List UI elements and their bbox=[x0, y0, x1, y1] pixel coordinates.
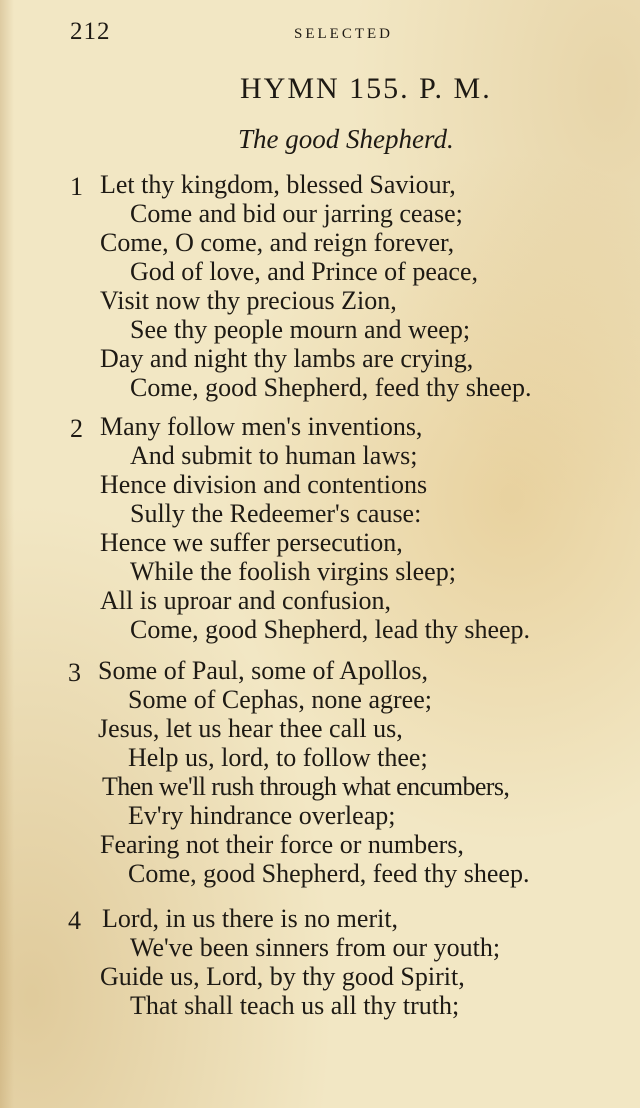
verse-line: Some of Cephas, none agree; bbox=[128, 685, 432, 714]
verse-line: And submit to human laws; bbox=[130, 441, 418, 470]
page-number: 212 bbox=[70, 18, 111, 45]
verse-line: Jesus, let us hear thee call us, bbox=[98, 714, 403, 743]
verse-line: Come, good Shepherd, lead thy sheep. bbox=[130, 615, 531, 644]
verse-line: Fearing not their force or numbers, bbox=[100, 830, 464, 859]
verse-line: All is uproar and confusion, bbox=[100, 586, 392, 615]
verse-line: Guide us, Lord, by thy good Spirit, bbox=[100, 962, 465, 991]
verse-line: Come, good Shepherd, feed thy sheep. bbox=[130, 373, 532, 402]
stanza-number: 3 bbox=[68, 658, 81, 687]
verse-line: Day and night thy lambs are crying, bbox=[100, 344, 474, 373]
verse-line: Sully the Redeemer's cause: bbox=[130, 499, 422, 528]
verse-line: Many follow men's inventions, bbox=[100, 412, 423, 441]
stanza-number: 4 bbox=[68, 906, 81, 935]
verse-line: See thy people mourn and weep; bbox=[130, 315, 471, 344]
verse-line: Come, good Shepherd, feed thy sheep. bbox=[128, 859, 530, 888]
verse-line: Hence we suffer persecution, bbox=[100, 528, 403, 557]
verse-line: Some of Paul, some of Apollos, bbox=[98, 656, 429, 685]
verse-line: Ev'ry hindrance overleap; bbox=[128, 801, 396, 830]
running-head: SELECTED bbox=[294, 26, 393, 42]
hymn-title: HYMN 155. P. M. bbox=[240, 72, 492, 105]
verse-line: Lord, in us there is no merit, bbox=[102, 904, 399, 933]
verse-line: While the foolish virgins sleep; bbox=[130, 557, 456, 586]
verse-line: Come, O come, and reign forever, bbox=[100, 228, 455, 257]
verse-line: Come and bid our jarring cease; bbox=[130, 199, 463, 228]
verse-line: Help us, lord, to follow thee; bbox=[128, 743, 428, 772]
stanza-number: 1 bbox=[70, 172, 83, 201]
verse-line: That shall teach us all thy truth; bbox=[130, 991, 460, 1020]
verse-line: We've been sinners from our youth; bbox=[130, 933, 501, 962]
stanza-number: 2 bbox=[70, 414, 83, 443]
verse-line: Let thy kingdom, blessed Saviour, bbox=[100, 170, 456, 199]
verse-line: Hence division and contentions bbox=[100, 470, 428, 499]
verse-line: Visit now thy precious Zion, bbox=[100, 286, 397, 315]
verse-line: Then we'll rush through what encumbers, bbox=[102, 772, 510, 801]
hymn-subtitle: The good Shepherd. bbox=[238, 124, 454, 154]
verse-line: God of love, and Prince of peace, bbox=[130, 257, 478, 286]
